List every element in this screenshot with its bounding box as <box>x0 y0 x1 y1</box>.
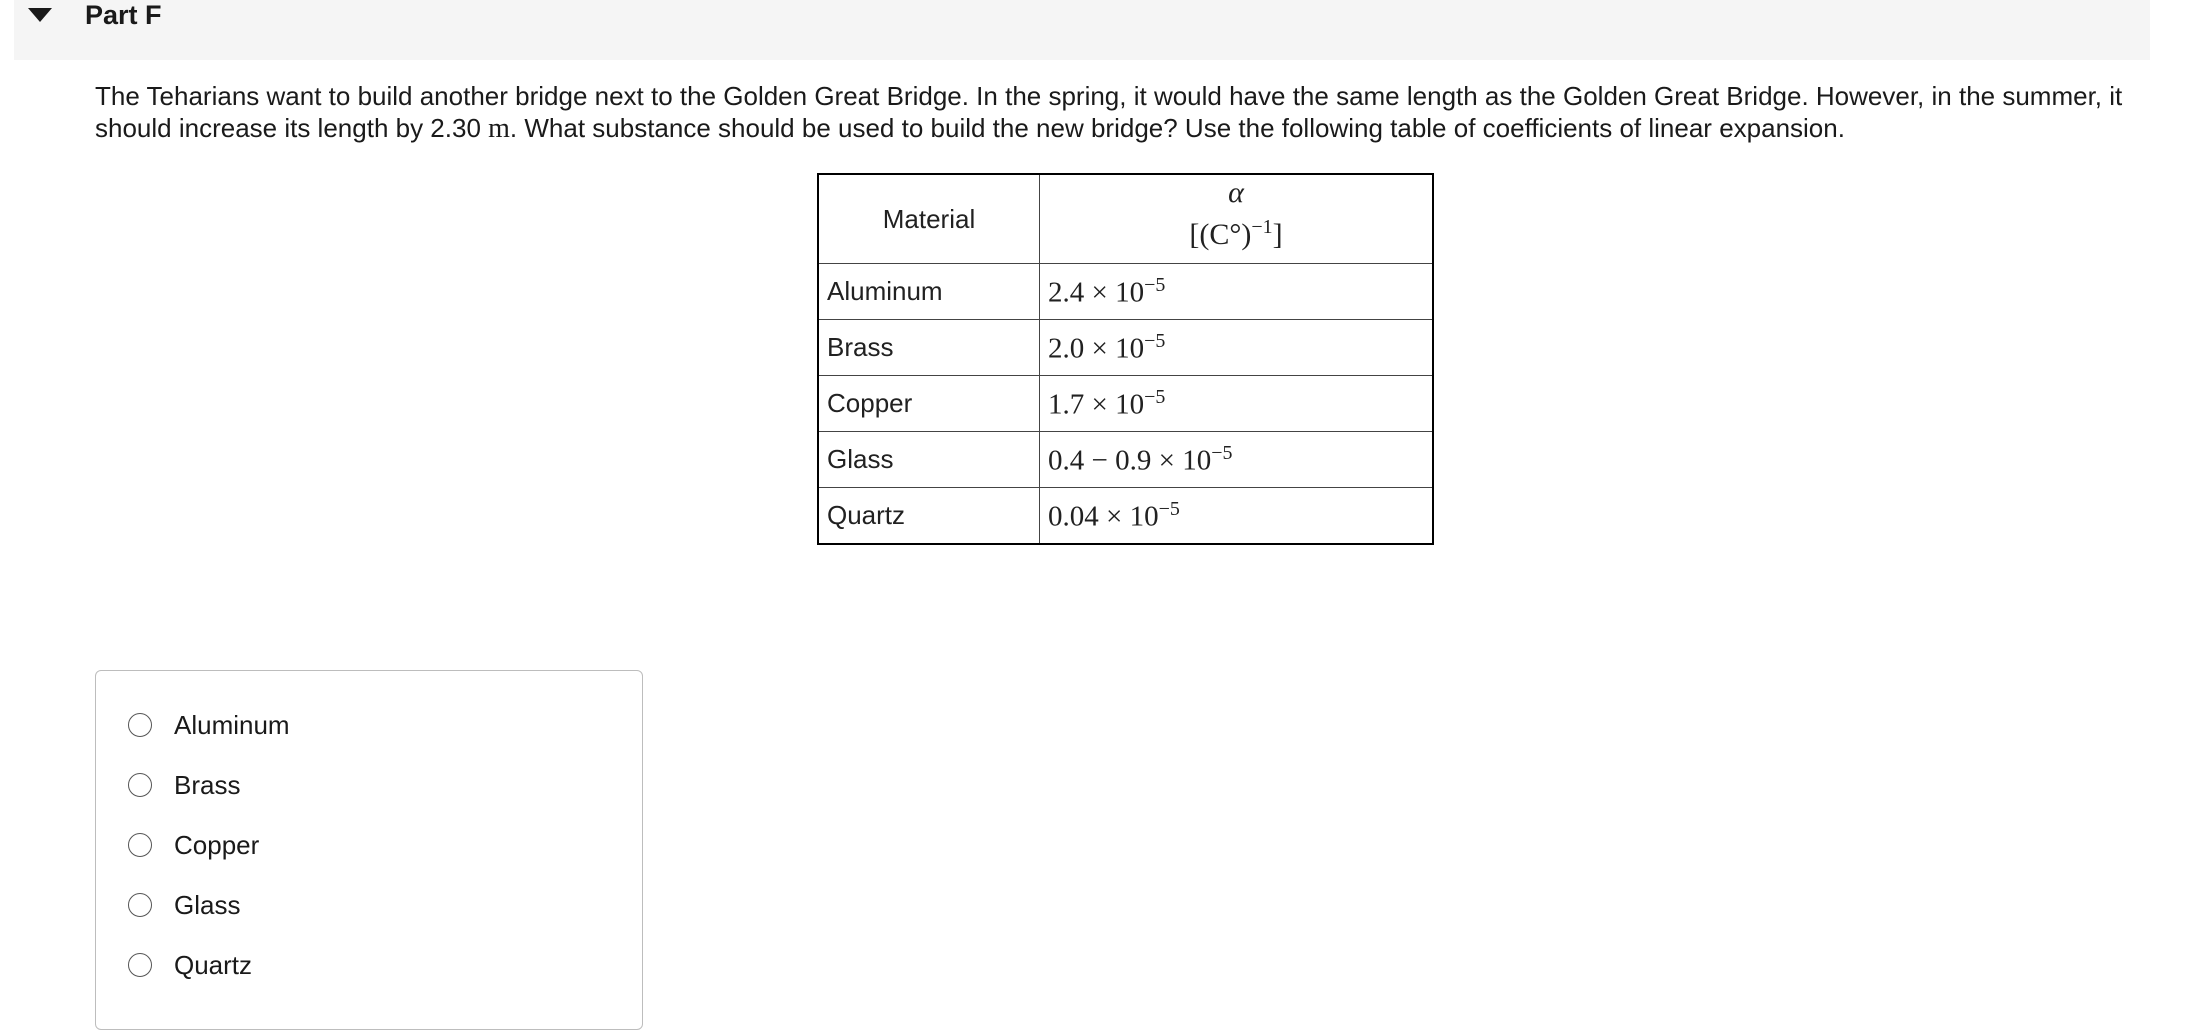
header-alpha <box>1040 174 1434 264</box>
option-aluminum[interactable] <box>128 705 290 745</box>
radio-button[interactable] <box>128 833 152 857</box>
value-cell: $1.7 \times 10^{-5}$ <box>1040 376 1434 432</box>
part-title[interactable]: Part F <box>85 0 162 30</box>
part-header[interactable] <box>14 0 2150 60</box>
material-cell: Glass <box>818 432 1040 488</box>
radio-button[interactable] <box>128 953 152 977</box>
table-row <box>818 432 1433 488</box>
radio-button[interactable] <box>128 773 152 797</box>
table-row <box>818 320 1433 376</box>
table-row <box>818 264 1433 320</box>
option-glass[interactable] <box>128 885 240 925</box>
coefficient-table <box>817 173 1434 545</box>
table-row <box>818 376 1433 432</box>
option-label[interactable]: Glass <box>174 889 241 920</box>
alpha-symbol: α <box>1228 176 1244 209</box>
alpha-unit: $[(C^\circ)^{-1}]$ <box>1189 216 1283 251</box>
option-copper[interactable] <box>128 825 259 865</box>
question-text-before: The Teharians want to build another bridge next to the Golden Great Bridge. In the spring, it would have the same length as the Golden Great Bridge. However, in the summer, it should increase its length by 2.30 <box>95 81 2123 143</box>
radio-button[interactable] <box>128 893 152 917</box>
option-label[interactable]: Quartz <box>174 949 253 980</box>
option-quartz[interactable] <box>128 945 252 985</box>
option-label[interactable]: Aluminum <box>174 709 290 740</box>
material-cell: Quartz <box>818 488 1040 545</box>
value-cell: $0.04 \times 10^{-5}$ <box>1040 488 1434 545</box>
material-cell: Copper <box>818 376 1040 432</box>
radio-button[interactable] <box>128 713 152 737</box>
material-cell: Aluminum <box>818 264 1040 320</box>
table-row <box>818 488 1433 545</box>
table-header-row <box>818 174 1433 264</box>
collapse-caret-icon[interactable] <box>28 8 52 22</box>
question-unit: m <box>488 113 510 144</box>
header-material: Material <box>818 174 1040 264</box>
question-text <box>95 80 2155 145</box>
option-brass[interactable] <box>128 765 240 805</box>
value-cell: $0.4 - 0.9 \times 10^{-5}$ <box>1040 432 1434 488</box>
question-text-after: . What substance should be used to build the new bridge? Use the following table of coefficients of linear expansion. <box>509 113 1845 143</box>
value-cell: $2.0 \times 10^{-5}$ <box>1040 320 1434 376</box>
option-label[interactable]: Brass <box>174 769 241 800</box>
value-cell: $2.4 \times 10^{-5}$ <box>1040 264 1434 320</box>
material-cell: Brass <box>818 320 1040 376</box>
option-label[interactable]: Copper <box>174 829 260 860</box>
answer-choices <box>95 670 643 1030</box>
